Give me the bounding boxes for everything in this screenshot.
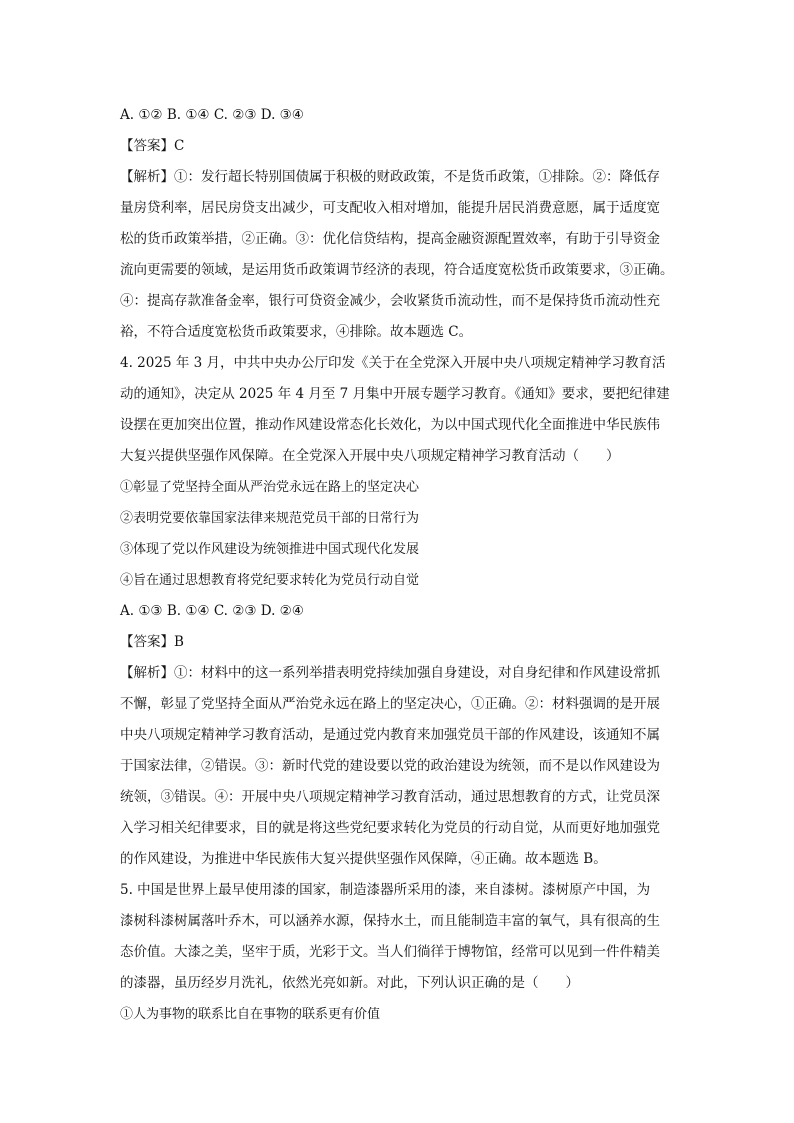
q5-stem-line: 态价值。大漆之美，坚牢于质，光彩于文。当人们徜徉于博物馆，经常可以见到一件件精美 <box>120 944 660 960</box>
q4-analysis-line: 统领，③错误。④：开展中央八项规定精神学习教育活动，通过思想教育的方式，让党员深 <box>120 789 660 805</box>
q3-answer: 【答案】C <box>120 138 185 154</box>
q5-stem <box>120 875 680 999</box>
q4-analysis-line: 不懈，彰显了党坚持全面从严治党永远在路上的坚定决心，①正确。②：材料强调的是开展 <box>120 696 660 712</box>
q5-stem-line: 5. 中国是世界上最早使用漆的国家，制造漆器所采用的漆，来自漆树。漆树原产中国，为 <box>120 882 651 898</box>
q4-analysis-line: 【解析】①：材料中的这一系列举措表明党持续加强自身建设，对自身纪律和作风建设常抓 <box>120 665 660 681</box>
q4-stem-line: 大复兴提供坚强作风保障。在全党深入开展中央八项规定精神学习教育活动（ ） <box>120 448 620 464</box>
q5-stem-line: 漆树科漆树属落叶乔木，可以涵养水源，保持水土，而且能制造丰富的氧气，具有很高的生 <box>120 913 660 929</box>
q4-stem-line: 4. 2025 年 3 月，中共中央办公厅印发《关于在全党深入开展中央八项规定精神学习教育活 <box>120 355 666 371</box>
q5-stem-line: 的漆器，虽历经岁月洗礼，依然光亮如新。对此，下列认识正确的是（ ） <box>120 975 579 991</box>
q3-analysis <box>120 162 680 348</box>
q3-analysis-line: 裕，不符合适度宽松货币政策要求，④排除。故本题选 C。 <box>120 324 473 340</box>
q4-statement: ②表明党要依靠国家法律来规范党员干部的日常行为 <box>120 511 420 526</box>
q4-statement: ③体现了党以作风建设为统领推进中国式现代化发展 <box>120 542 420 557</box>
q4-stem-line: 设摆在更加突出位置，推动作风建设常态化长效化，为以中国式现代化全面推进中华民族伟 <box>120 417 660 433</box>
q3-options: A. ①② B. ①④ C. ②③ D. ③④ <box>120 107 304 123</box>
q4-stem <box>120 348 680 472</box>
q3-analysis-line: ④：提高存款准备金率，银行可贷资金减少，会收紧货币流动性，而不是保持货币流动性充 <box>120 293 660 309</box>
q4-options: A. ①③ B. ①④ C. ②③ D. ②④ <box>120 603 304 619</box>
q3-analysis-line: 松的货币政策举措，②正确。③：优化信贷结构，提高金融资源配置效率，有助于引导资金 <box>120 231 660 247</box>
q3-analysis-line: 量房贷利率，居民房贷支出减少，可支配收入相对增加，能提升居民消费意愿，属于适度宽 <box>120 200 660 216</box>
q4-stem-line: 动的通知》，决定从 2025 年 4 月至 7 月集中开展专题学习教育。《通知》要求，要把纪律建 <box>120 386 670 402</box>
q4-analysis-line: 于国家法律，②错误。③：新时代党的建设要以党的政治建设为统领，而不是以作风建设为 <box>120 758 660 774</box>
document-page <box>120 100 680 1030</box>
q5-statement: ①人为事物的联系比自在事物的联系更有价值 <box>120 1007 381 1022</box>
q4-statements <box>120 472 680 596</box>
q4-statement: ①彰显了党坚持全面从严治党永远在路上的坚定决心 <box>120 480 420 495</box>
q5-statements <box>120 999 680 1030</box>
q4-analysis-line: 的作风建设，为推进中华民族伟大复兴提供坚强作风保障，④正确。故本题选 B。 <box>120 851 607 867</box>
q3-analysis-line: 【解析】①：发行超长特别国债属于积极的财政政策，不是货币政策，①排除。②：降低存 <box>120 169 660 185</box>
q4-analysis-line: 中央八项规定精神学习教育活动，是通过党内教育来加强党员干部的作风建设，该通知不属 <box>120 727 660 743</box>
q4-analysis-line: 入学习相关纪律要求，目的就是将这些党纪要求转化为党员的行动自觉，从而更好地加强党 <box>120 820 660 836</box>
q4-statement: ④旨在通过思想教育将党纪要求转化为党员行动自觉 <box>120 573 420 588</box>
q4-answer: 【答案】B <box>120 634 184 650</box>
q4-analysis <box>120 658 680 875</box>
q3-analysis-line: 流向更需要的领域，是运用货币政策调节经济的表现，符合适度宽松货币政策要求，③正确。 <box>120 262 674 278</box>
